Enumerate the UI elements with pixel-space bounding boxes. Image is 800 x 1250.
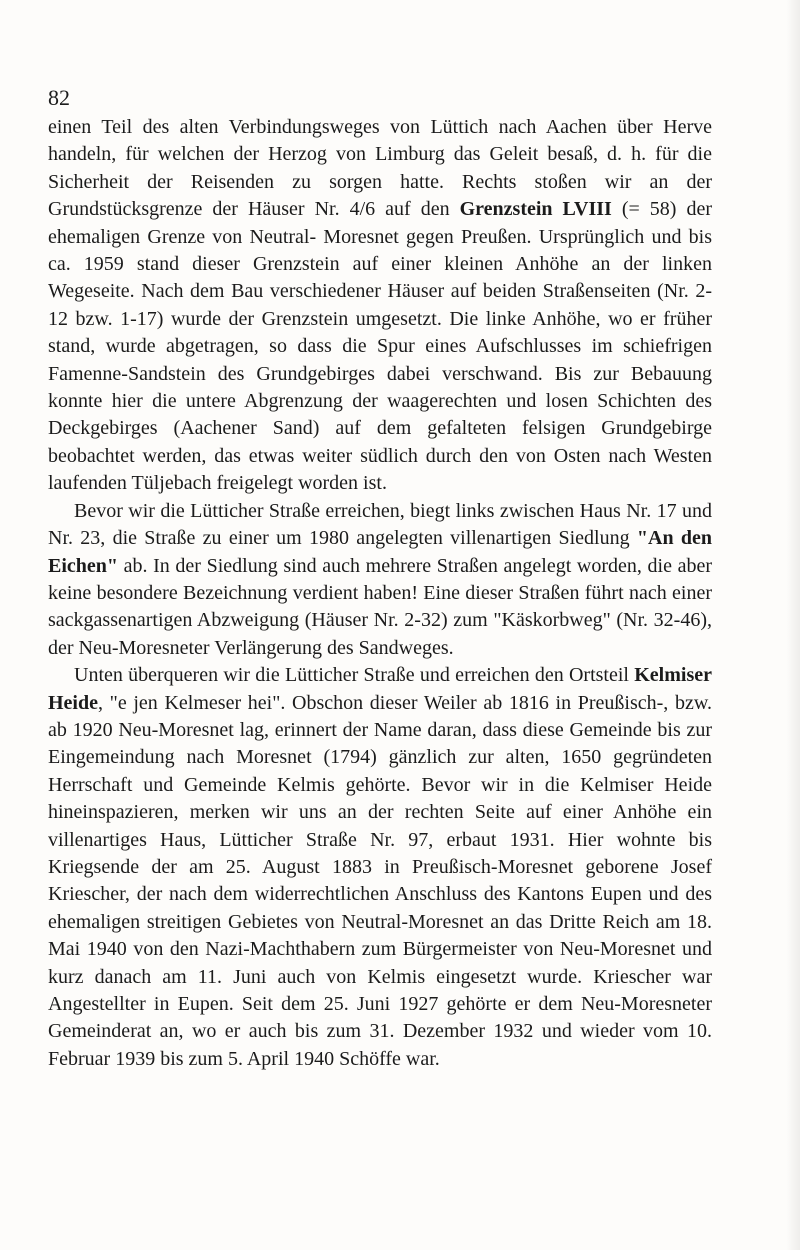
paragraph-1 (48, 114, 712, 498)
paragraph-1-segment: einen Teil des alten Verbindungsweges von Lüttich nach Aachen über Herve handeln, für welchen der Herzog von Limburg das Geleit besaß, d. h. für die Sicherheit der Reisenden zu sorgen hatte. Rechts stoßen wir an der Grundstücksgrenze der Häuser Nr. 4/6 auf den (48, 116, 712, 221)
paragraph-3-segment: Unten überqueren wir die Lütticher Straße und erreichen den Ortsteil (74, 664, 635, 687)
paragraph-2-segment: ab. In der Siedlung sind auch mehrere Straßen angelegt worden, die aber keine besondere Bezeichnung verdient haben! Eine dieser Straßen führt nach einer sackgassenartigen Abzweigung (Häuser Nr. 2-32) zum "Käskorbweg" (Nr. 32-46), der Neu-Moresneter Verlängerung des Sandweges. (48, 554, 712, 659)
paragraph-3-segment: , "e jen Kelmeser hei". Obschon dieser Weiler ab 1816 in Preußisch-, bzw. ab 1920 Neu-Moresnet lag, erinnert der Name daran, dass diese Gemeinde bis zur Eingemeindung nach Moresnet (1794) gänzlich zur alten, 1650 gegründeten Herrschaft und Gemeinde Kelmis gehörte. Bevor wir in die Kelmiser Heide hineinspazieren, merken wir uns an der rechten Seite auf einer Anhöhe ein villenartiges Haus, Lütticher Straße Nr. 97, erbaut 1931. Hier wohnte bis Kriegsende der am 25. August 1883 in Preußisch-Moresnet geborene Josef Kriescher, der nach dem widerrechtlichen Anschluss des Kantons Eupen und des ehemaligen streitigen Gebietes von Neutral-Moresnet an das Dritte Reich am 18. Mai 1940 von den Nazi-Machthabern zum Bürgermeister von Neu-Moresnet und kurz danach am 11. Juni auch von Kelmis eingesetzt wurde. Kriescher war Angestellter in Eupen. Seit dem 25. Juni 1927 gehörte er dem Neu-Moresneter Gemeinderat an, wo er auch bis zum 31. Dezember 1932 und wieder vom 10. Februar 1939 bis zum 5. April 1940 Schöffe war. (48, 691, 712, 1070)
page-number: 82 (48, 85, 70, 110)
grenzstein-heading: Grenzstein LVIII (459, 198, 612, 221)
page-edge-shadow (786, 0, 800, 1250)
paragraph-2-segment: Bevor wir die Lütticher Straße erreichen, biegt links zwischen Haus Nr. 17 und Nr. 23, die Straße zu einer um 1980 angelegten villenartigen Siedlung (48, 499, 712, 550)
kelmiser-heide-heading: Kelmiser Heide (48, 664, 712, 714)
body-text (48, 114, 712, 1073)
an-den-eichen-heading: "An den Eichen" (48, 527, 712, 577)
paragraph-3 (48, 662, 712, 1073)
paragraph-1-segment: (= 58) der ehemaligen Grenze von Neutral- Moresnet gegen Preußen. Ursprünglich und bis ca. 1959 stand dieser Grenzstein auf einer kleinen Anhöhe an der linken Wegeseite. Nach dem Bau verschiedener Häuser auf beiden Straßenseiten (Nr. 2-12 bzw. 1-17) wurde der Grenzstein umgesetzt. Die linke Anhöhe, wo er früher stand, wurde abgetragen, so dass die Spur eines Aufschlusses im schiefrigen Famenne-Sandstein des Grundgebirges dabei verschwand. Bis zur Bebauung konnte hier die untere Abgrenzung der waagerechten und losen Schichten des Deckgebirges (Aachener Sand) auf dem gefalteten felsigen Grundgebirge beobachtet werden, das etwas weiter südlich durch den von Osten nach Westen laufenden Tüljebach freigelegt worden ist. (48, 198, 713, 495)
paragraph-2 (48, 498, 712, 662)
